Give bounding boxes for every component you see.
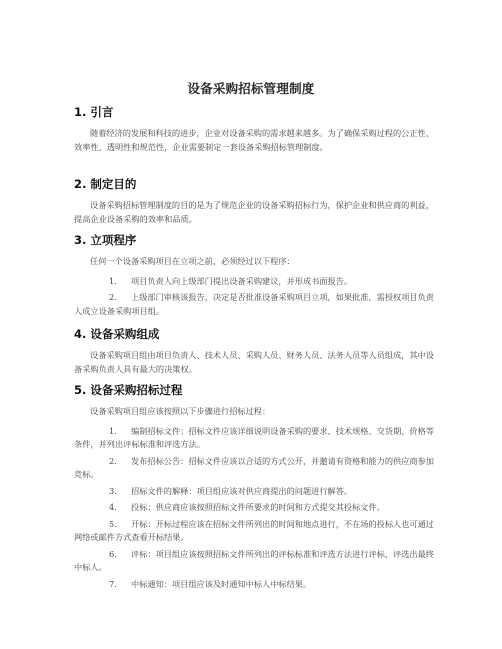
list-item — [74, 548, 434, 575]
section-paragraph: 设备采购项目组应该按照以下步骤进行招标过程： — [90, 406, 271, 416]
section-heading: 3. 立项程序 — [74, 233, 137, 247]
section-purpose — [74, 177, 434, 226]
list-item-text: 编制招标文件：招标文件应该详细说明设备采购的要求、技术规格、交货期、价格等条件，并列出评标标准和评选方法。 — [74, 425, 434, 449]
list-item-number: 1. — [109, 425, 117, 436]
list-item — [74, 518, 434, 545]
list-item-number: 2. — [109, 292, 117, 302]
section-heading: 2. 制定目的 — [74, 177, 137, 191]
list-item-number: 4. — [109, 502, 117, 512]
list-item-number: 7. — [109, 578, 117, 589]
list-item-text: 评标：项目组应该按照招标文件所列出的评标标准和评选方法进行评标，评选出最终中标人。 — [74, 548, 434, 572]
section-heading: 5. 设备采购招标过程 — [74, 383, 183, 397]
list-item — [74, 455, 434, 482]
list-item-number: 2. — [109, 455, 117, 466]
section-project-procedure — [74, 233, 434, 321]
list-item-text: 投标：供应商应该按照招标文件所要求的时间和方式提交其投标文件。 — [131, 502, 385, 512]
section-tender-process — [74, 383, 434, 594]
list-item-number: 3. — [109, 485, 117, 496]
section-introduction — [74, 105, 434, 154]
numbered-list — [74, 425, 434, 592]
section-paragraph: 随着经济的发展和科技的进步，企业对设备采购的需求越来越多。为了确保采购过程的公正性、效率性、透明性和规范性，企业需要制定一套设备采购招标管理制度。 — [74, 128, 434, 152]
list-item-text: 开标：开标过程应该在招标文件所列出的时间和地点进行，不在场的投标人也可通过网络或邮件方式查看开标结果。 — [74, 518, 434, 542]
section-team-composition — [74, 327, 434, 376]
list-item-number: 5. — [109, 518, 117, 529]
section-heading: 4. 设备采购组成 — [74, 327, 160, 341]
list-item — [74, 485, 434, 499]
list-item — [74, 275, 434, 289]
list-item — [74, 425, 434, 452]
document-title: 设备采购招标管理制度 — [187, 81, 315, 96]
numbered-list — [74, 275, 434, 319]
section-paragraph: 设备采购项目组由项目负责人、技术人员、采购人员、财务人员、法务人员等人员组成，其中设备采购负责人具有最大的决策权。 — [74, 350, 434, 374]
list-item-text: 项目负责人向上级部门提出设备采购建议，并形成书面报告。 — [131, 275, 353, 286]
section-paragraph: 设备采购招标管理制度的目的是为了规范企业的设备采购招标行为，保护企业和供应商的利益，提高企业设备采购的效率和品质。 — [74, 200, 434, 224]
section-heading: 1. 引言 — [74, 105, 114, 119]
list-item-text: 中标通知：项目组应该及时通知中标人中标结果。 — [131, 578, 312, 589]
list-item — [74, 501, 434, 515]
list-item-text: 发布招标公告：招标文件应该以合适的方式公开，并邀请有资格和能力的供应商参加竞标。 — [74, 455, 434, 479]
list-item-text: 上级部门审核该报告，决定是否批准设备采购项目立项，如果批准，需授权项目负责人成立设备采购项目组。 — [74, 292, 434, 316]
list-item-text: 招标文件的解释：项目组应该对供应商提出的问题进行解答。 — [131, 485, 353, 496]
list-item — [74, 291, 434, 318]
list-item-number: 6. — [109, 548, 117, 559]
section-paragraph: 任何一个设备采购项目在立项之前，必须经过以下程序： — [90, 256, 295, 266]
list-item — [74, 578, 434, 592]
list-item-number: 1. — [109, 275, 117, 286]
